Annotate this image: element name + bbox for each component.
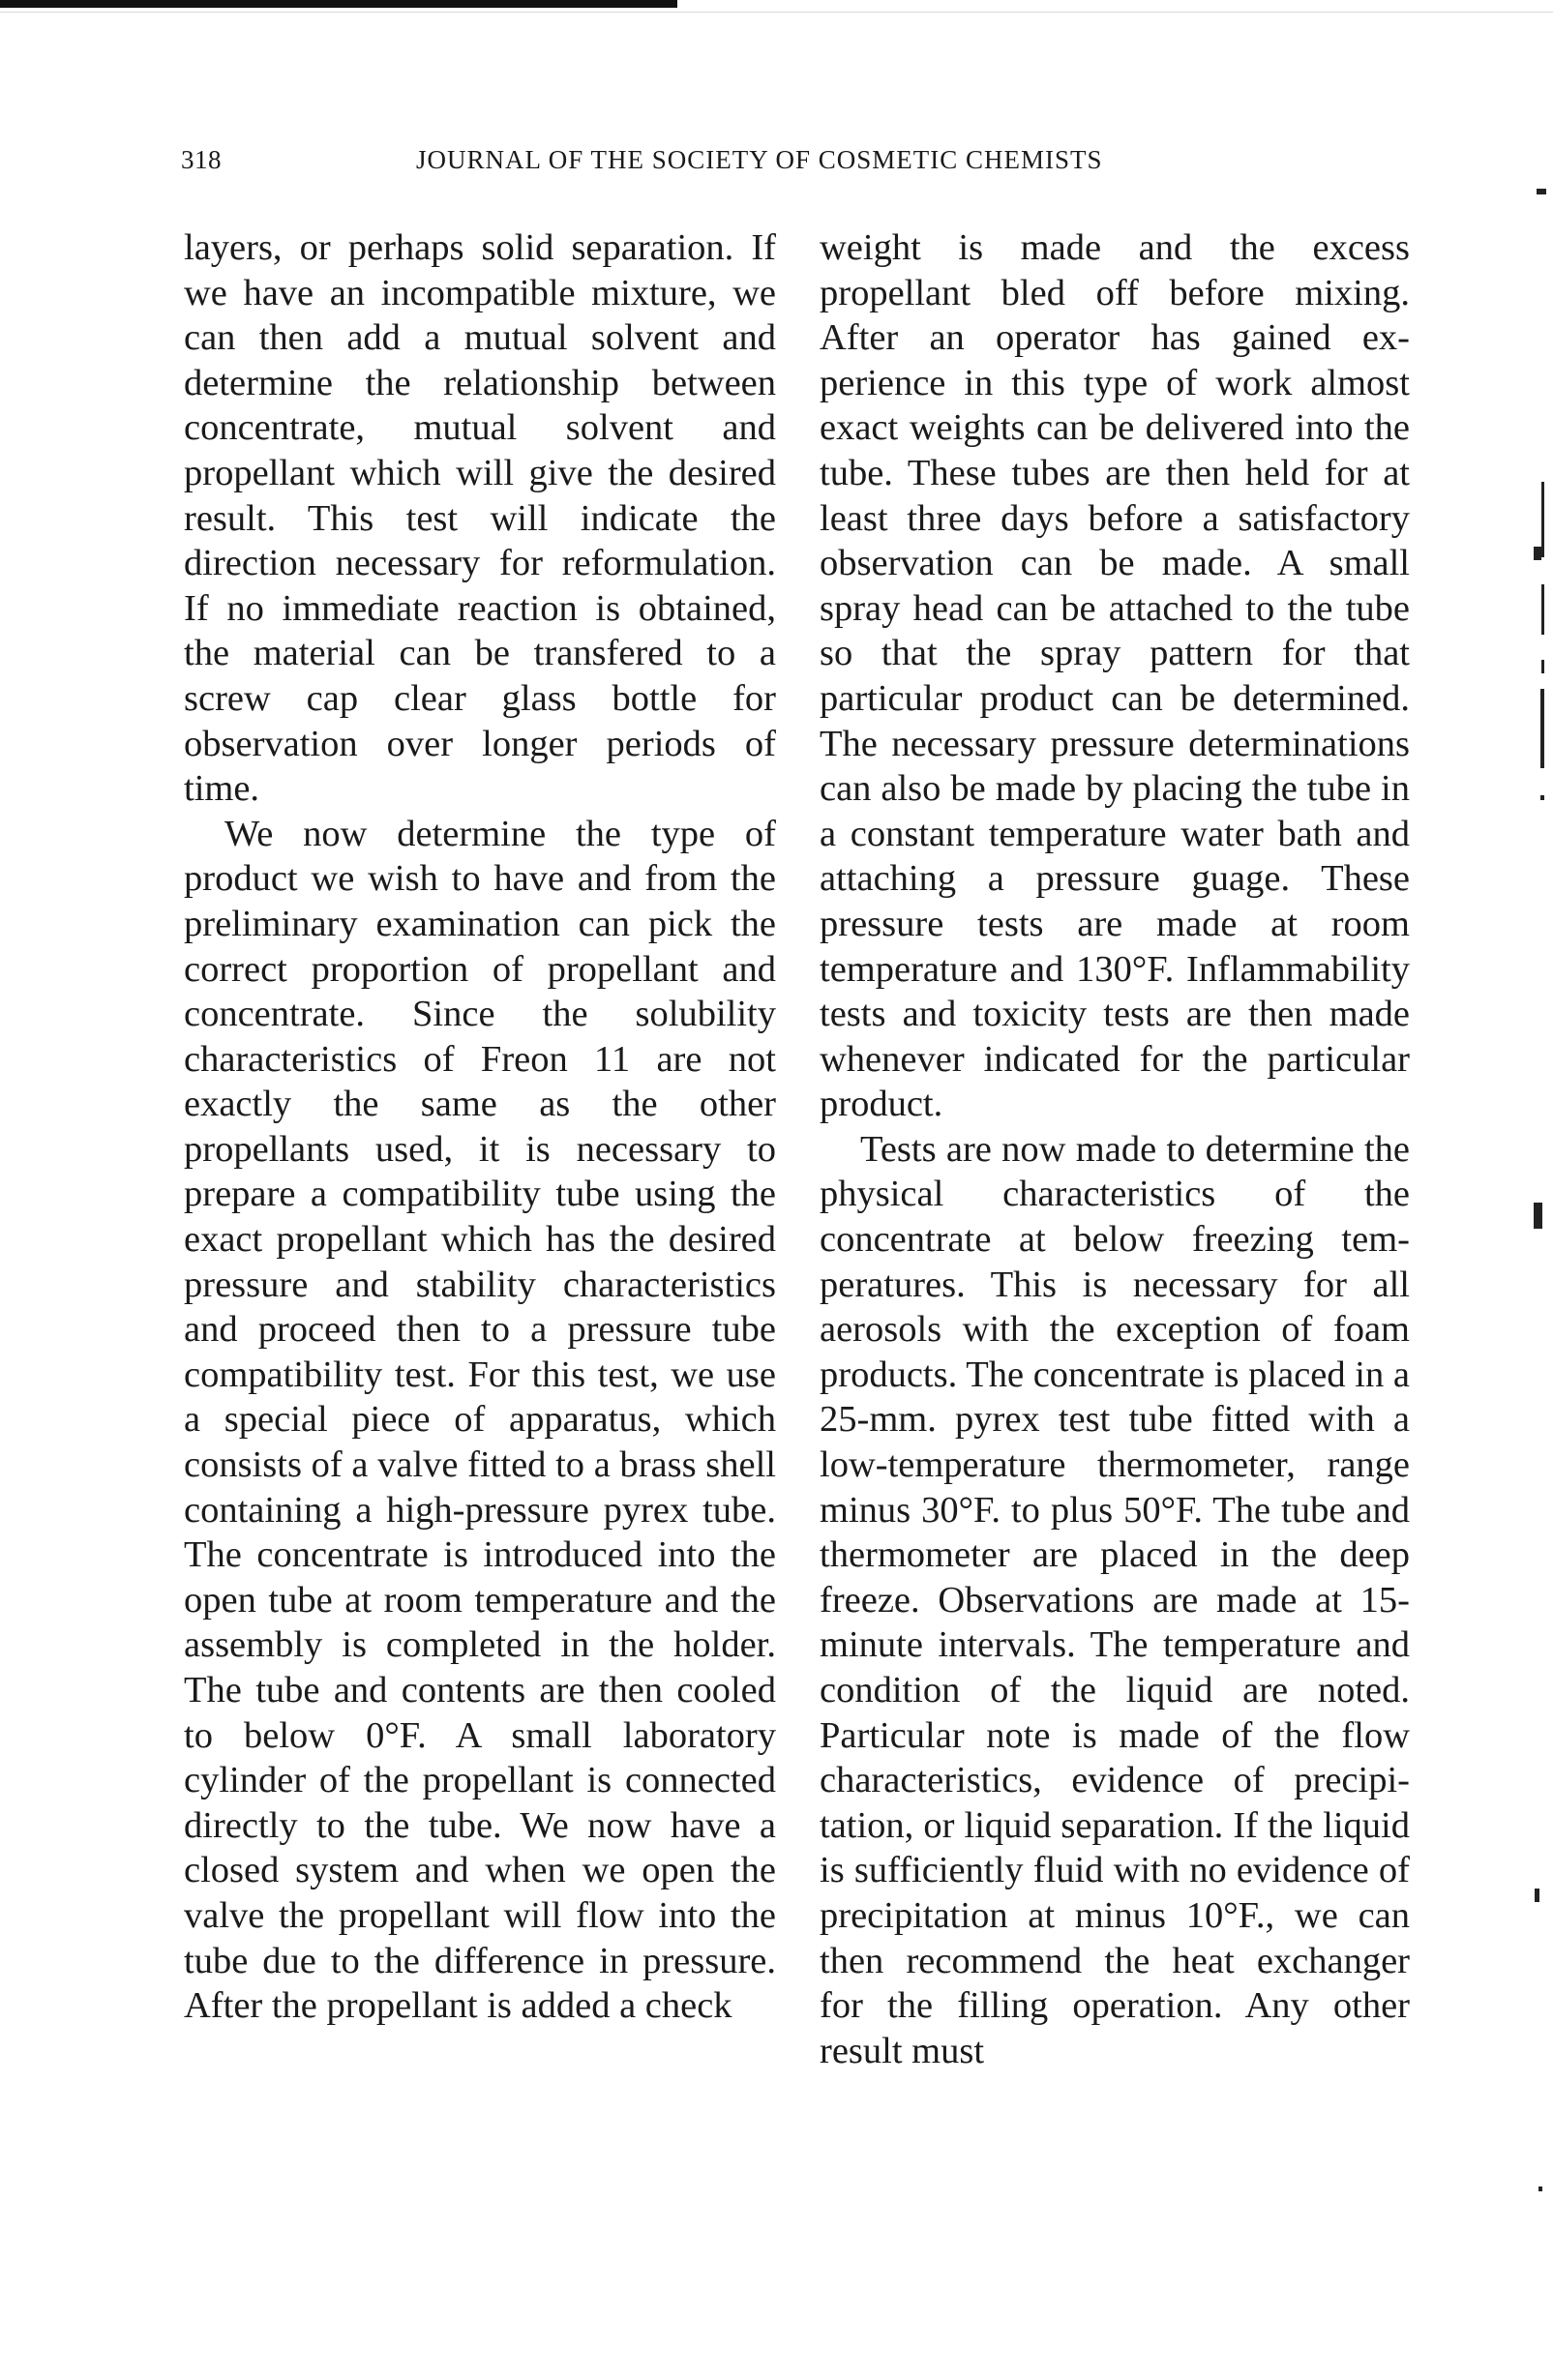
margin-mark: [1535, 1889, 1539, 1902]
margin-mark: [1537, 189, 1546, 194]
top-border-rule: [0, 0, 677, 8]
right-column: [820, 225, 1410, 2073]
left-paragraph-1: layers, or perhaps solid separation. If we have an incompatible mixture, we can then add a mutual solvent and determine the relationship between concentrate, mutual solvent and propellant which will give the desired result. This test will indicate the direction necessary for reformulation. If no immediate reaction is obtained, the material can be transfered to a screw cap clear glass bottle for observation over longer periods of time.: [184, 227, 776, 810]
right-paragraph-2: Tests are now made to determine the physical characteristics of the concentrate at below freezing temperatures. This is necessary for all aerosols with the exception of foam products. The concentrate is placed in a 25-mm. pyrex test tube fitted with a low-temperature thermometer, range minus 30°F. to plus 50°F. The tube and thermometer are placed in the deep freeze. Observations are made at 15- minute intervals. The temperature and condition of the liquid are noted. Particular note is made of the flow characteristics, evidence of precipitation, or liquid separation. If the liquid is sufficiently fluid with no evidence of precipitation at minus 10°F., we can then recommend the heat exchanger for the filling operation. Any other result must: [820, 1128, 1410, 2071]
margin-mark: [1540, 689, 1544, 768]
margin-mark: [1534, 547, 1541, 560]
running-head: [181, 145, 1207, 184]
margin-mark: [1538, 2187, 1542, 2191]
margin-mark: [1540, 795, 1544, 800]
left-paragraph-2: We now determine the type of product we wish to have and from the preliminary examination can pick the correct proportion of propellant and concentrate. Since the solubility characteristics of Freon 11 are not exactly the same as the other propellants used, it is necessary to prepare a compatibility tube using the exact propellant which has the desired pressure and stability characteristics and proceed then to a pressure tube compatibility test. For this test, we use a special piece of apparatus, which consists of a valve fitted to a brass shell containing a high-pressure pyrex tube. The concentrate is introduced into the open tube at room temperature and the assembly is completed in the holder. The tube and contents are then cooled to below 0°F. A small laboratory cylinder of the propellant is connected directly to the tube. We now have a closed system and when we open the valve the propellant will flow into the tube due to the difference in pressure. After the propellant is added a check: [184, 813, 776, 2027]
right-paragraph-1: weight is made and the excess propellant bled off before mixing. After an operator has gained experience in this type of work almost exact weights can be delivered into the tube. These tubes are then held for at least three days before a satisfactory observation can be made. A small spray head can be attached to the tube so that the spray pattern for that particular product can be determined. The necessary pressure determinations can also be made by placing the tube in a constant temperature water bath and attaching a pressure guage. These pressure tests are made at room temperature and 130°F. Inflammability tests and toxicity tests are then made whenever indicated for the particular product.: [820, 227, 1410, 1125]
left-column: [184, 225, 776, 2029]
margin-mark: [1541, 660, 1544, 673]
margin-mark: [1541, 584, 1544, 635]
margin-mark: [1541, 482, 1544, 557]
top-border-thin-line: [0, 12, 1553, 13]
page-number: 318: [181, 145, 222, 174]
margin-mark: [1534, 1203, 1542, 1229]
journal-title: JOURNAL OF THE SOCIETY OF COSMETIC CHEMISTS: [416, 145, 1103, 174]
